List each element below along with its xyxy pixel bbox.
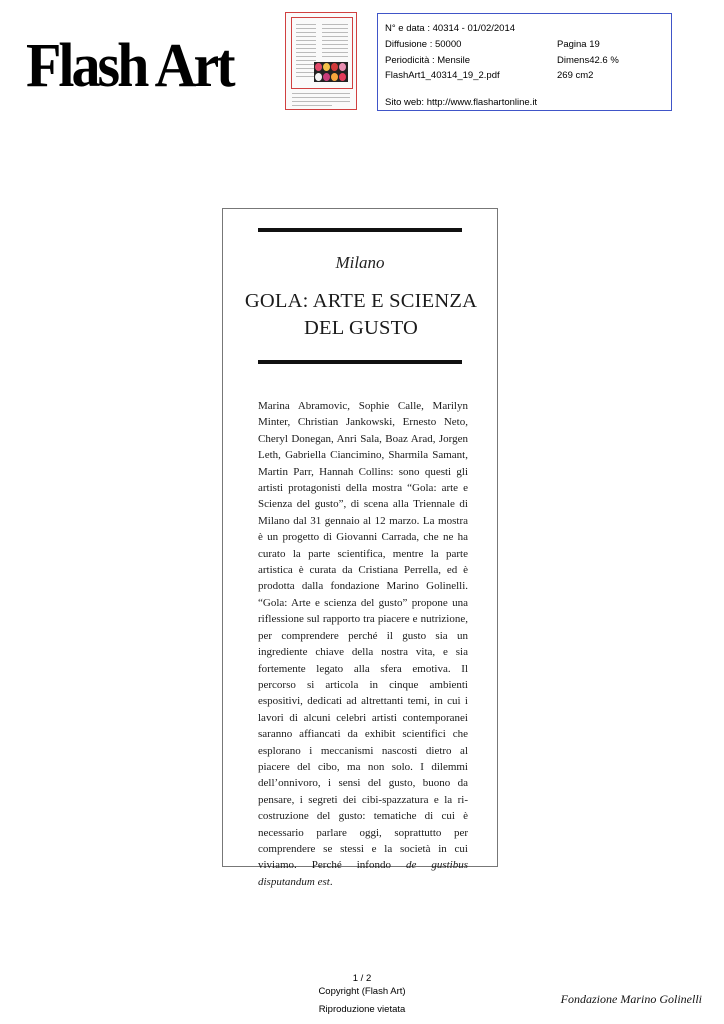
top-rule: [258, 228, 462, 232]
press-info-box: [377, 13, 672, 111]
article-body-text: Marina Abramovic, Sophie Calle, Marilyn Minter, Christian Jankowski, Ernesto Neto, Cheryl Donegan, Anri Sala, Boaz Arad, Jorgen Leth, Gabriella Ciancimino, Sharmila Samant, Martin Parr, Hannah Collins: sono questi gli artisti protagonisti della mostra “Gola: arte e Scienza del gusto”, di scena alla Triennale di Milano dal 31 gennaio al 12 marzo. La mostra è un progetto di Giovanni Carrada, che ne ha curato la parte scientifica, mentre la parte artistica è curata da Cristiana Perrella, ed è prodotta dalla fondazione Marino Golinelli. “Gola: Arte e scienza del gusto” propone una riflessione sul rapporto tra piacere e nutrizione, per comprendere perché il gusto sia un ingrediente chiave della nostra vita, e sia fortemente legato alla sfera emotiva. Il percorso si articola in cinque ambienti espositivi, dedicati ad altrettanti temi, in cui i lavori di alcuni celebri artisti contemporanei saranno affiancati da exhibit scientifici che esplorano i meccanismi nascosti dietro al piacere del cibo, ma non solo. I dilemmi dell’onnivoro, i sensi del gusto, buono da pensare, i segreti dei cibi-spazzatura e la ri-costruzione del gusto: tematiche di cui è necessario parlare oggi, soprattutto per comprendere se stessi e la società in cui viviamo. Perché infondo: [258, 400, 468, 872]
copyright-notice: Copyright (Flash Art): [318, 986, 406, 997]
page-counter: 1 / 2: [352, 973, 372, 984]
article-city: Milano: [335, 253, 385, 272]
page-thumbnail: [285, 12, 357, 110]
pdf-filename: FlashArt1_40314_19_2.pdf: [385, 70, 500, 81]
article-body: [258, 398, 468, 890]
website: Sito web: http://www.flashartonline.it: [385, 97, 538, 108]
issue-number-date: N° e data : 40314 - 01/02/2014: [385, 23, 516, 34]
article-closing-latin: de gustibus disputandum est: [258, 859, 469, 888]
article-headline: GOLA: ARTE E SCIENZA DEL GUSTO: [244, 290, 478, 339]
circulation: Diffusione : 50000: [385, 39, 462, 50]
reproduction-notice: Riproduzione vietata: [318, 1004, 406, 1015]
article-clipping: [222, 208, 498, 888]
area-size: 269 cm2: [557, 70, 594, 81]
client-name: Fondazione Marino Golinelli: [560, 992, 702, 1006]
article-closing-period: .: [329, 875, 333, 888]
periodicity: Periodicità : Mensile: [385, 55, 471, 66]
thumbnail-flowers-image: [314, 62, 348, 82]
bottom-rule: [258, 360, 462, 364]
flash-art-logo: Flash Art: [26, 29, 233, 100]
page-number: Pagina 19: [557, 39, 600, 50]
dimension-percent: Dimens42.6 %: [557, 55, 619, 66]
